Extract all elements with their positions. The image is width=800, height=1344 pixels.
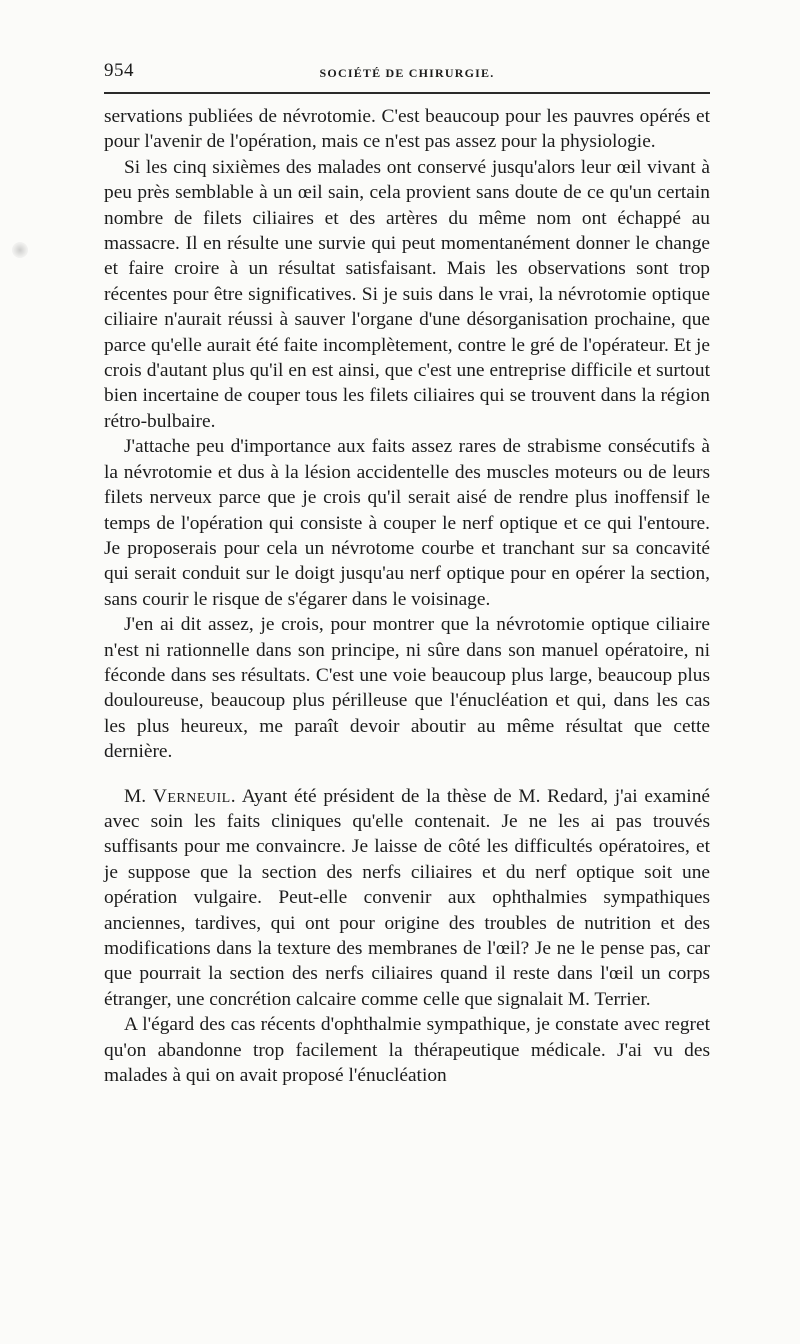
running-title: SOCIÉTÉ DE CHIRURGIE.	[319, 66, 495, 80]
running-head	[104, 56, 710, 92]
verneuil-text: Ayant été président de la thèse de M. Redard, j'ai examiné avec soin les faits cliniques qu'elle contenait. Je ne les ai pas trouvés suffisants pour me convaincre. Je laisse de côté les difficultés opératoires, et je suppose que la section des nerfs ciliaires et du nerf optique soit une opération vulgaire. Peut-elle convenir aux ophthalmies sympathiques anciennes, tardives, qui ont pour origine des troubles de nutrition et des modifications dans la texture des membranes de l'œil? Je ne le pense pas, car que pourrait la section des nerfs ciliaires quand il reste dans l'œil un corps étranger, une concrétion calcaire comme celle que signalait M. Terrier.	[104, 785, 710, 1010]
paper-smudge	[12, 242, 28, 258]
document-page	[104, 56, 710, 1088]
speaker-title: M.	[124, 785, 147, 807]
paragraph-continuation: servations publiées de névrotomie. C'est beaucoup pour les pauvres opérés et pour l'avenir de l'opération, mais ce n'est pas assez pour la physiologie.	[104, 106, 710, 153]
section-gap	[104, 765, 710, 784]
page-number: 954	[104, 60, 134, 81]
paragraph-conclusion: J'en ai dit assez, je crois, pour montrer que la névrotomie optique ciliaire n'est ni rationnelle dans son principe, ni sûre dans son manuel opératoire, ni féconde dans ses résultats. C'est une voie beaucoup plus large, beaucoup plus douloureuse, beaucoup plus périlleuse que l'énucléation et qui, dans les cas les plus heureux, me paraît devoir aboutir au même résultat que cette dernière.	[104, 614, 710, 763]
paragraph-strabismus: J'attache peu d'importance aux faits assez rares de strabisme consécutifs à la névrotomie et dus à la lésion accidentelle des muscles moteurs ou de leurs filets nerveux parce que je crois qu'il serait aisé de rendre plus inoffensif le temps de l'opération qui consiste à couper le nerf optique et ce qui l'entoure. Je proposerais pour cela un névrotome courbe et tranchant sur sa concavité qui serait conduit sur le doigt jusqu'au nerf optique pour en opérer la section, sans courir le risque de s'égarer dans le voisinage.	[104, 436, 710, 610]
paragraph-verneuil	[104, 784, 710, 1013]
paragraph-recent-cases: A l'égard des cas récents d'ophthalmie sympathique, je constate avec regret qu'on abandonne trop facilement la thérapeutique médicale. J'ai vu des malades à qui on avait proposé l'énucléation	[104, 1014, 710, 1087]
speaker-name: Verneuil.	[152, 785, 237, 807]
header-rule	[104, 92, 710, 94]
paragraph-ciliary-nerves: Si les cinq sixièmes des malades ont conservé jusqu'alors leur œil vivant à peu près semblable à un œil sain, cela provient sans doute de ce qu'un certain nombre de filets ciliaires et des artères du même nom ont échappé au massacre. Il en résulte une survie qui peut momentanément donner le change et faire croire à un résultat satisfaisant. Mais les observations sont trop récentes pour être significatives. Si je suis dans le vrai, la névrotomie optique ciliaire n'aurait réussi à sauver l'organe d'une désorganisation prochaine, que parce qu'elle aurait été faite incomplètement, contre le gré de l'opérateur. Et je crois d'autant plus qu'il en est ainsi, que c'est une entreprise difficile et surtout bien incertaine de couper tous les filets ciliaires qui se trouvent dans la région rétro-bulbaire.	[104, 156, 710, 432]
